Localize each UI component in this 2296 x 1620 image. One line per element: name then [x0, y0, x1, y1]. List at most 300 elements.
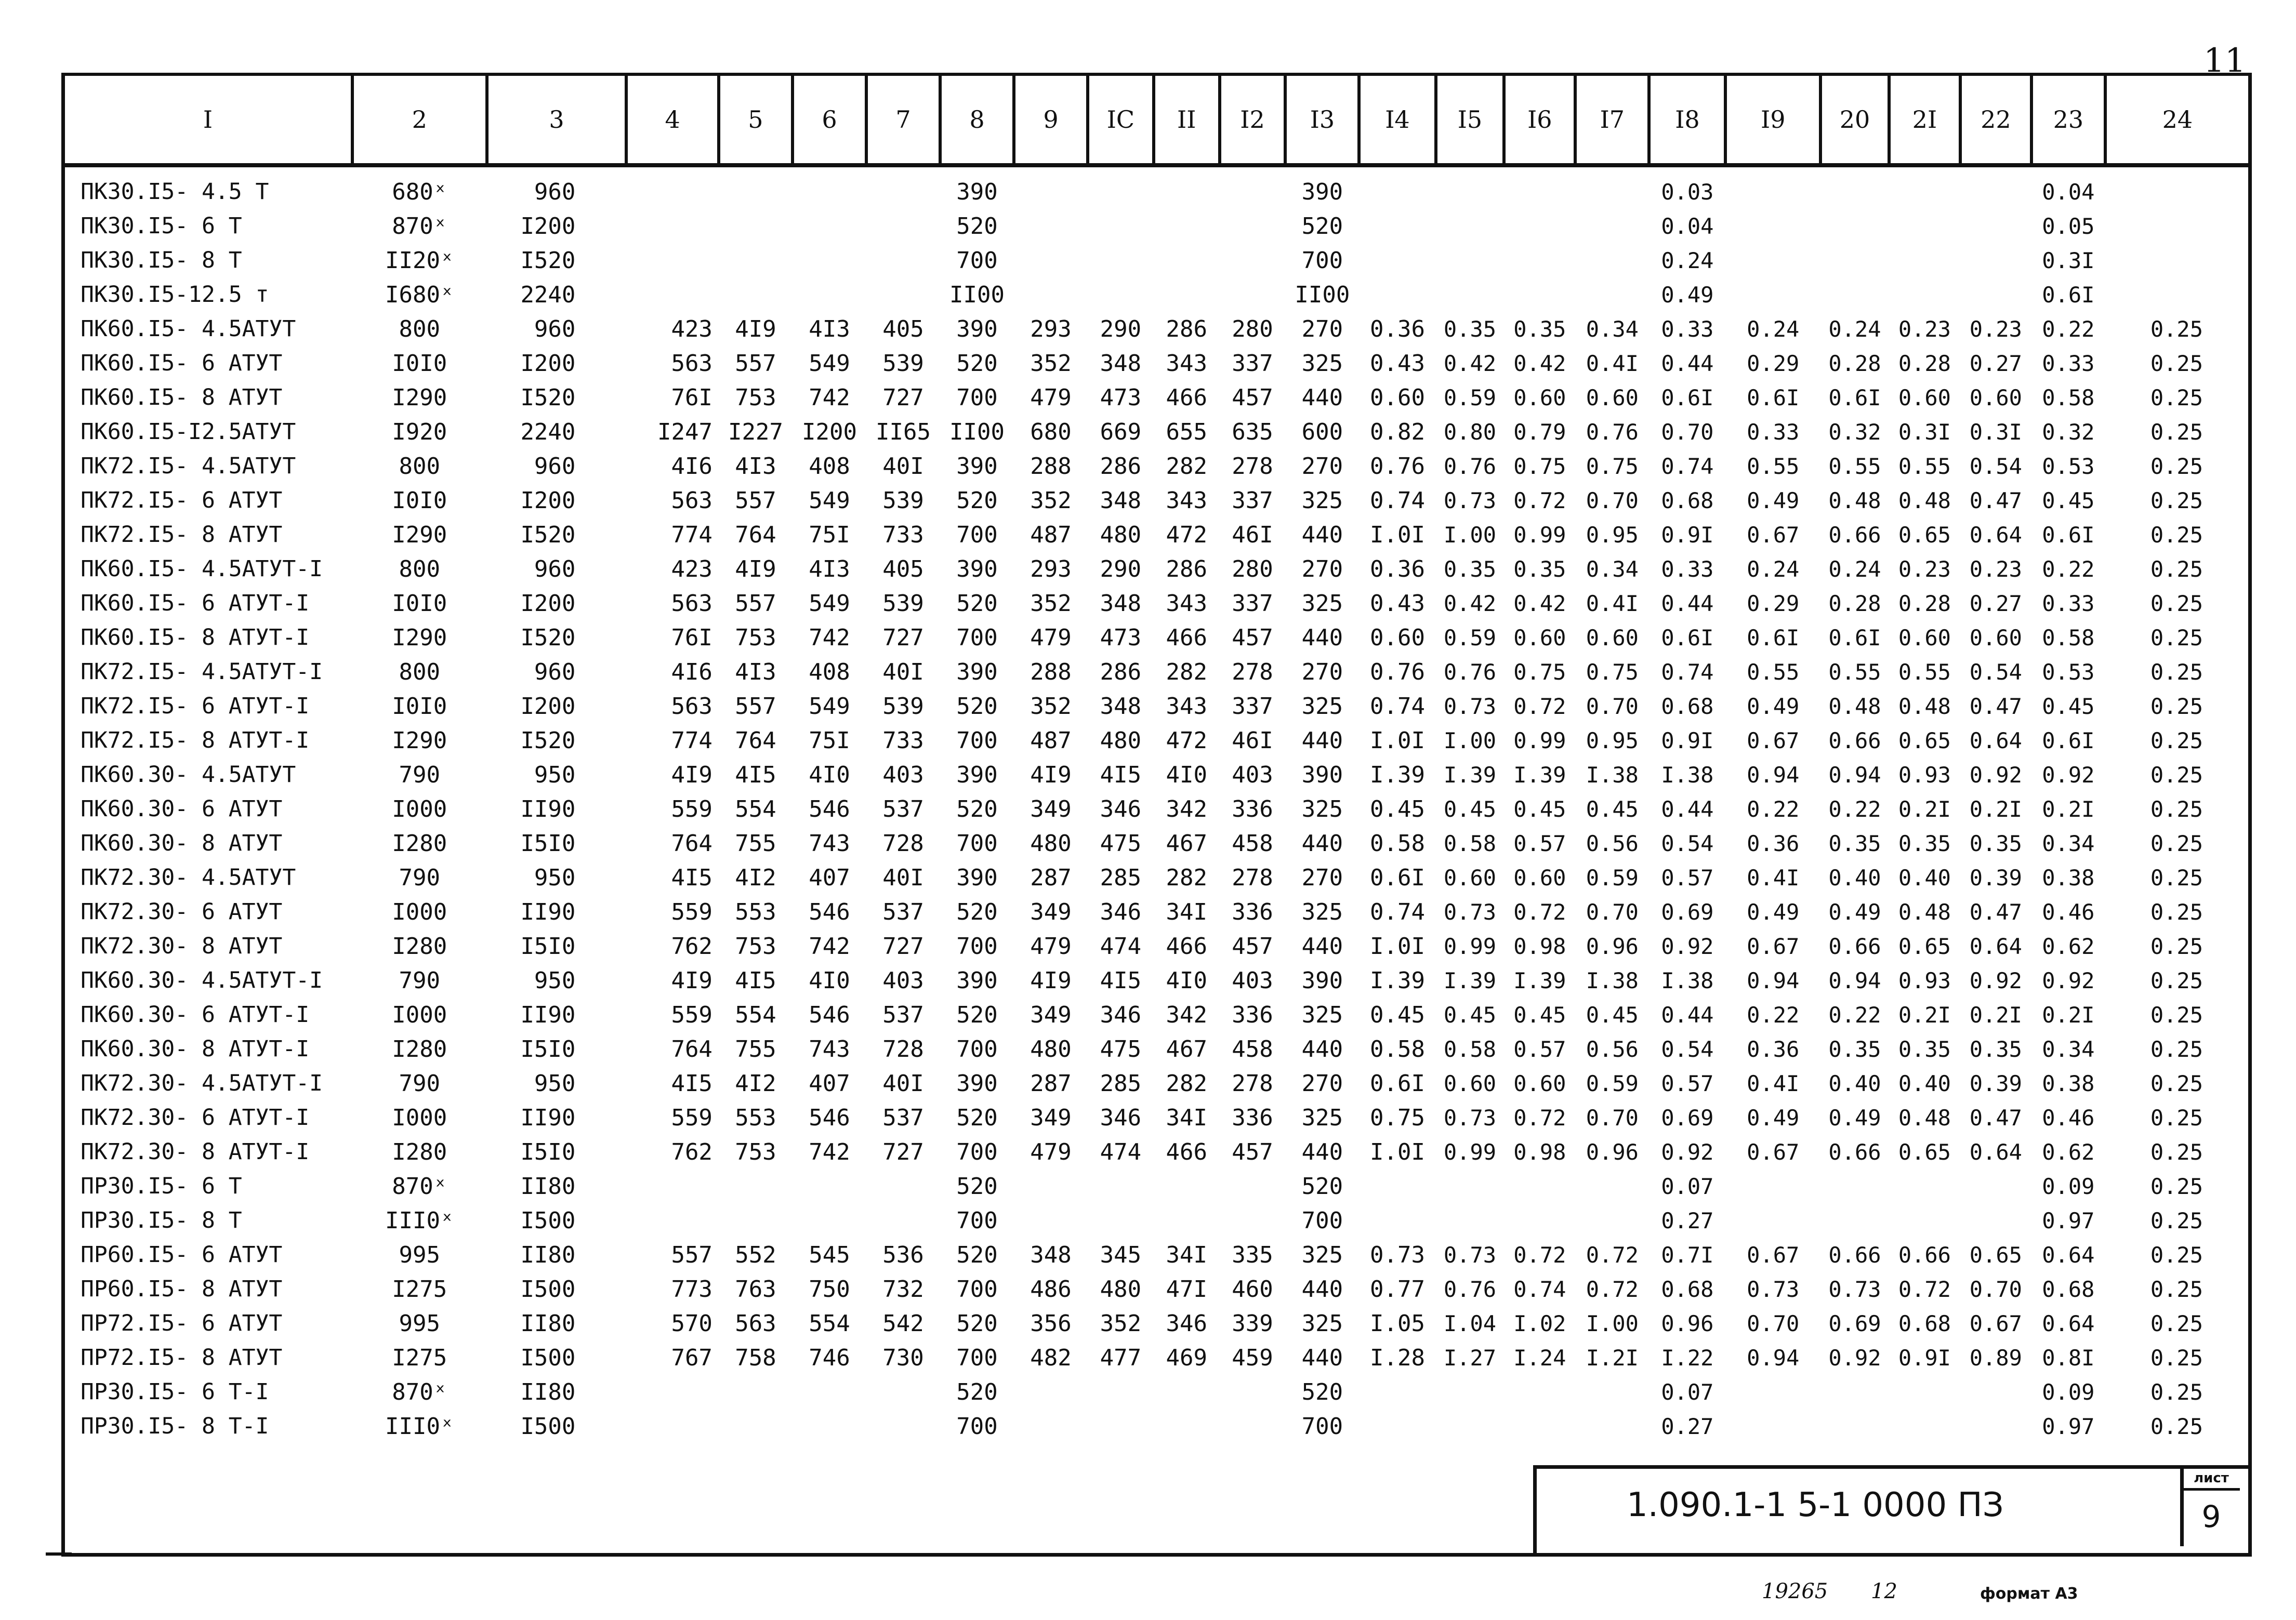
value-cell — [1725, 209, 1820, 243]
value-cell: 0.35 — [1828, 1036, 1881, 1062]
value-cell: 0.94 — [1747, 762, 1800, 788]
value-cell: 0.32 — [2042, 419, 2095, 445]
value-cell: 960 — [534, 658, 576, 685]
value-cell: 0.99 — [1443, 933, 1497, 959]
value-cell: 537 — [882, 795, 924, 822]
value-cell: 343 — [1166, 693, 1207, 720]
value-cell: 0.93 — [1898, 967, 1951, 993]
value-cell: 4I3 — [809, 315, 850, 342]
value-cell — [866, 209, 940, 243]
value-cell: 0.29 — [1747, 350, 1800, 376]
value-cell: 742 — [809, 624, 850, 651]
value-cell: 546 — [809, 898, 850, 925]
value-cell: 403 — [1232, 967, 1273, 994]
value-cell: I000 — [392, 1104, 447, 1131]
column-header: I5 — [1436, 76, 1505, 165]
value-cell: 4I2 — [735, 1070, 776, 1097]
value-cell: 800 — [399, 453, 440, 480]
value-cell: 0.43 — [1369, 590, 1425, 617]
value-cell — [626, 1409, 719, 1443]
value-cell: 0.68 — [1898, 1310, 1951, 1336]
value-cell: 0.64 — [1969, 727, 2022, 753]
value-cell: 0.48 — [1898, 899, 1951, 925]
value-cell: 727 — [882, 933, 924, 960]
value-cell: 0.66 — [1828, 522, 1881, 548]
value-cell: 352 — [1100, 1310, 1142, 1337]
value-cell: 0.57 — [1513, 1036, 1566, 1062]
value-cell: 0.70 — [1661, 419, 1714, 445]
value-cell: 727 — [882, 624, 924, 651]
value-cell: 0.70 — [1586, 1105, 1639, 1131]
value-cell: 0.6I — [2042, 282, 2095, 308]
value-cell: 286 — [1166, 315, 1207, 342]
value-cell: 348 — [1030, 1241, 1072, 1268]
value-cell — [719, 165, 793, 209]
value-cell: 472 — [1166, 727, 1207, 754]
value-cell: I275 — [392, 1276, 447, 1303]
value-cell: 0.47 — [1969, 899, 2022, 925]
value-cell: 746 — [809, 1344, 850, 1371]
value-cell — [1359, 1375, 1435, 1409]
value-cell: I500 — [520, 1276, 576, 1303]
value-cell: 549 — [809, 590, 850, 617]
item-mark-cell: ПК72.30- 4.5АТУТ — [81, 865, 296, 891]
value-cell: 960 — [534, 555, 576, 582]
value-cell — [1820, 1203, 1889, 1238]
value-cell: 0.33 — [1747, 419, 1800, 445]
value-cell: 950 — [534, 761, 576, 788]
value-cell: 0.96 — [1586, 933, 1639, 959]
value-cell — [1820, 209, 1889, 243]
value-cell: 390 — [1301, 178, 1343, 205]
value-cell: 0.74 — [1661, 659, 1714, 685]
value-cell: 0.67 — [1747, 1139, 1800, 1165]
value-cell: 0.59 — [1586, 1070, 1639, 1096]
value-cell: 4I3 — [735, 658, 776, 685]
value-cell: I5I0 — [520, 1035, 576, 1063]
value-cell: 563 — [671, 350, 712, 377]
value-cell — [866, 243, 940, 277]
value-cell: 0.60 — [1586, 625, 1639, 650]
value-cell: 0.07 — [1661, 1379, 1714, 1405]
value-cell: 0.60 — [1513, 1070, 1566, 1096]
value-cell: 0.35 — [1443, 556, 1497, 582]
value-cell: 466 — [1166, 1138, 1207, 1165]
value-cell: 286 — [1166, 555, 1207, 582]
value-cell: 0.3I — [1898, 419, 1951, 445]
value-cell: 553 — [735, 1104, 776, 1131]
value-cell: 0.68 — [1661, 1276, 1714, 1302]
value-cell: 460 — [1232, 1276, 1273, 1303]
value-cell: 0.48 — [1898, 487, 1951, 513]
value-cell: 0.29 — [1747, 590, 1800, 616]
value-cell — [1220, 243, 1286, 277]
value-cell: 0.25 — [2150, 727, 2203, 753]
value-cell: I.0I — [1369, 521, 1425, 548]
value-cell: 742 — [809, 1138, 850, 1165]
value-cell: 0.25 — [2150, 899, 2203, 925]
value-cell: 0.67 — [1747, 522, 1800, 548]
column-header: 8 — [940, 76, 1014, 165]
item-mark-cell: ПР30.I5- 8 Т — [81, 1207, 242, 1233]
value-cell: 482 — [1030, 1344, 1072, 1371]
value-cell — [626, 243, 719, 277]
value-cell — [1088, 277, 1154, 312]
value-cell: III0ˣ — [385, 1413, 454, 1440]
value-cell: 700 — [956, 1138, 998, 1165]
item-mark-cell: ПК72.I5- 6 АТУТ-I — [81, 693, 310, 719]
value-cell: 440 — [1301, 1344, 1343, 1371]
value-cell — [793, 1375, 866, 1409]
value-cell: 0.73 — [1747, 1276, 1800, 1302]
value-cell: 0.34 — [1586, 316, 1639, 342]
value-cell — [1960, 1375, 2031, 1409]
value-cell: 0.64 — [2042, 1310, 2095, 1336]
value-cell: 700 — [956, 1276, 998, 1303]
value-cell: 280 — [1232, 315, 1273, 342]
value-cell: I.39 — [1443, 762, 1497, 788]
value-cell: I000 — [392, 1001, 447, 1028]
value-cell: 4I5 — [735, 761, 776, 788]
value-cell: I520 — [520, 384, 576, 411]
value-cell: 0.69 — [1661, 899, 1714, 925]
value-cell: 0.25 — [2150, 1105, 2203, 1131]
value-cell — [793, 1203, 866, 1238]
table-row — [65, 1032, 2248, 1066]
value-cell: 549 — [809, 350, 850, 377]
value-cell — [1359, 1169, 1435, 1203]
value-cell: 0.4I — [1747, 865, 1800, 891]
value-cell: I500 — [520, 1413, 576, 1440]
value-cell: 0.23 — [1969, 316, 2022, 342]
value-cell — [866, 277, 940, 312]
value-cell: 0.04 — [1661, 213, 1714, 239]
value-cell: 0.75 — [1513, 659, 1566, 685]
value-cell: 4I5 — [671, 864, 712, 891]
value-cell — [1154, 1375, 1220, 1409]
value-cell: 0.73 — [1443, 1242, 1497, 1268]
value-cell: 0.70 — [1586, 693, 1639, 719]
value-cell: 0.28 — [1828, 350, 1881, 376]
value-cell: I.39 — [1443, 967, 1497, 993]
value-cell — [1088, 1375, 1154, 1409]
value-cell: 0.97 — [2042, 1413, 2095, 1439]
value-cell: 742 — [809, 933, 850, 960]
value-cell: 0.23 — [1898, 316, 1951, 342]
column-header: 23 — [2031, 76, 2105, 165]
value-cell: 0.45 — [1513, 1002, 1566, 1028]
value-cell: 790 — [399, 864, 440, 891]
value-cell: 0.70 — [1586, 487, 1639, 513]
value-cell: 960 — [534, 178, 576, 205]
value-cell — [1014, 1203, 1088, 1238]
value-cell: I0I0 — [392, 590, 447, 617]
value-cell: 349 — [1030, 1001, 1072, 1028]
value-cell: 0.27 — [1661, 1207, 1714, 1233]
value-cell: II90 — [520, 898, 576, 925]
value-cell: 2240 — [520, 418, 576, 445]
value-cell: 4I3 — [735, 453, 776, 480]
item-mark-cell: ПК72.30- 8 АТУТ-I — [81, 1139, 310, 1165]
value-cell: 700 — [956, 830, 998, 857]
value-cell: 0.65 — [1898, 933, 1951, 959]
value-cell: 0.25 — [2150, 1207, 2203, 1233]
value-cell: 0.28 — [1898, 590, 1951, 616]
value-cell: 348 — [1100, 590, 1142, 617]
value-cell — [719, 1203, 793, 1238]
value-cell: 774 — [671, 727, 712, 754]
value-cell: 0.6I — [2042, 727, 2095, 753]
value-cell: 546 — [809, 1001, 850, 1028]
value-cell: 0.43 — [1369, 350, 1425, 377]
value-cell: 570 — [671, 1310, 712, 1337]
value-cell: 763 — [735, 1276, 776, 1303]
value-cell: 563 — [671, 693, 712, 720]
value-cell: I290 — [392, 727, 447, 754]
value-cell — [1088, 165, 1154, 209]
value-cell — [1220, 1203, 1286, 1238]
value-cell: 0.64 — [1969, 522, 2022, 548]
value-cell: 4I6 — [671, 658, 712, 685]
column-header: I4 — [1359, 76, 1435, 165]
value-cell: 753 — [735, 933, 776, 960]
value-cell: 750 — [809, 1276, 850, 1303]
table-row — [65, 165, 2248, 209]
value-cell — [1088, 209, 1154, 243]
table-row — [65, 1203, 2248, 1238]
value-cell: 403 — [882, 967, 924, 994]
value-cell: 0.75 — [1586, 659, 1639, 685]
value-cell: II00 — [949, 281, 1005, 308]
item-mark-cell: ПК72.30- 6 АТУТ — [81, 899, 283, 925]
value-cell: 0.2I — [1969, 1002, 2022, 1028]
value-cell: 0.45 — [1586, 796, 1639, 822]
value-cell: 0.6I — [1369, 1070, 1425, 1097]
value-cell: I.00 — [1443, 727, 1497, 753]
value-cell: 0.25 — [2150, 590, 2203, 616]
value-cell: 342 — [1166, 1001, 1207, 1028]
column-header: 9 — [1014, 76, 1088, 165]
value-cell: 0.34 — [1586, 556, 1639, 582]
value-cell: 0.25 — [2150, 556, 2203, 582]
value-cell: II90 — [520, 1001, 576, 1028]
value-cell: 0.69 — [1661, 1105, 1714, 1131]
value-cell — [793, 1409, 866, 1443]
value-cell: 0.25 — [2150, 1345, 2203, 1371]
column-header: I — [65, 76, 352, 165]
value-cell: 390 — [956, 315, 998, 342]
value-cell: 0.74 — [1369, 898, 1425, 925]
value-cell: 0.77 — [1369, 1276, 1425, 1303]
value-cell: 0.39 — [1969, 1070, 2022, 1096]
value-cell: 457 — [1232, 1138, 1273, 1165]
value-cell: 520 — [956, 1310, 998, 1337]
value-cell — [1820, 165, 1889, 209]
value-cell — [1575, 1375, 1649, 1409]
value-cell: 4I0 — [1166, 761, 1207, 788]
value-cell: 764 — [735, 521, 776, 548]
value-cell: 0.45 — [1513, 796, 1566, 822]
column-header: 5 — [719, 76, 793, 165]
value-cell: 0.2I — [1969, 796, 2022, 822]
value-cell: 403 — [1232, 761, 1273, 788]
value-cell: 0.60 — [1513, 865, 1566, 891]
value-cell: 774 — [671, 521, 712, 548]
value-cell — [1359, 1203, 1435, 1238]
value-cell: 423 — [671, 315, 712, 342]
value-cell: 0.60 — [1969, 384, 2022, 410]
value-cell: 0.73 — [1443, 899, 1497, 925]
value-cell — [1359, 1409, 1435, 1443]
value-cell: 0.25 — [2150, 453, 2203, 479]
column-header: 3 — [487, 76, 627, 165]
value-cell: 0.55 — [1828, 453, 1881, 479]
value-cell: 0.75 — [1586, 453, 1639, 479]
value-cell — [626, 277, 719, 312]
value-cell: 0.58 — [1443, 830, 1497, 856]
value-cell: 288 — [1030, 658, 1072, 685]
value-cell: 0.49 — [1747, 1105, 1800, 1131]
value-cell: 600 — [1301, 418, 1343, 445]
value-cell: 466 — [1166, 384, 1207, 411]
document-code: 1.090.1-1 5-1 0000 ПЗ — [1627, 1486, 2004, 1524]
item-mark-cell: ПК60.I5- 6 АТУТ-I — [81, 590, 310, 616]
column-header: 24 — [2105, 76, 2248, 165]
value-cell: 76I — [671, 624, 712, 651]
value-cell: 0.49 — [1747, 693, 1800, 719]
value-cell: 0.73 — [1443, 693, 1497, 719]
value-cell: 727 — [882, 1138, 924, 1165]
value-cell: I.39 — [1513, 967, 1566, 993]
value-cell: 0.96 — [1661, 1310, 1714, 1336]
value-cell: 0.94 — [1828, 967, 1881, 993]
value-cell: 0.9I — [1661, 522, 1714, 548]
value-cell: 0.60 — [1898, 384, 1951, 410]
value-cell: 34I — [1166, 898, 1207, 925]
value-cell: I.27 — [1443, 1345, 1497, 1371]
value-cell: 0.6I — [1747, 384, 1800, 410]
value-cell — [1154, 277, 1220, 312]
value-cell: 0.46 — [2042, 1105, 2095, 1131]
value-cell: 0.49 — [1828, 899, 1881, 925]
value-cell: 0.33 — [2042, 350, 2095, 376]
value-cell: 0.25 — [2150, 1242, 2203, 1268]
value-cell: 743 — [809, 1035, 850, 1063]
value-cell: 46I — [1232, 727, 1273, 754]
value-cell — [1504, 1169, 1575, 1203]
value-cell: 287 — [1030, 864, 1072, 891]
value-cell: 0.64 — [1969, 933, 2022, 959]
value-cell: 0.42 — [1443, 350, 1497, 376]
value-cell — [1359, 165, 1435, 209]
value-cell: 559 — [671, 1104, 712, 1131]
value-cell: 520 — [956, 1104, 998, 1131]
value-cell: 349 — [1030, 795, 1072, 822]
value-cell: 0.59 — [1443, 625, 1497, 650]
value-cell: 336 — [1232, 1001, 1273, 1028]
value-cell: 0.60 — [1443, 865, 1497, 891]
value-cell: 325 — [1301, 487, 1343, 514]
value-cell: 0.72 — [1513, 1105, 1566, 1131]
value-cell: 0.96 — [1586, 1139, 1639, 1165]
value-cell: I280 — [392, 1138, 447, 1165]
value-cell — [1359, 277, 1435, 312]
value-cell: 0.82 — [1369, 418, 1425, 445]
value-cell: 0.45 — [1369, 1001, 1425, 1028]
value-cell: 4I3 — [809, 555, 850, 582]
value-cell: 352 — [1030, 693, 1072, 720]
value-cell: 0.53 — [2042, 453, 2095, 479]
value-cell: 0.56 — [1586, 1036, 1639, 1062]
value-cell: 0.09 — [2042, 1173, 2095, 1199]
value-cell: 0.35 — [1443, 316, 1497, 342]
value-cell: II00 — [949, 418, 1005, 445]
value-cell: 552 — [735, 1241, 776, 1268]
value-cell: 0.76 — [1369, 658, 1425, 685]
value-cell: 0.04 — [2042, 179, 2095, 205]
value-cell — [1088, 1169, 1154, 1203]
value-cell: 563 — [671, 487, 712, 514]
value-cell — [1436, 1375, 1505, 1409]
value-cell: 0.03 — [1661, 179, 1714, 205]
value-cell: 4I9 — [1030, 761, 1072, 788]
value-cell: I0I0 — [392, 350, 447, 377]
value-cell: 0.74 — [1369, 487, 1425, 514]
value-cell: 0.55 — [1898, 659, 1951, 685]
value-cell: 0.25 — [2150, 522, 2203, 548]
value-cell: 473 — [1100, 384, 1142, 411]
value-cell: 0.92 — [1828, 1345, 1881, 1371]
value-cell — [1088, 243, 1154, 277]
value-cell: 0.9I — [1661, 727, 1714, 753]
value-cell: 0.44 — [1661, 350, 1714, 376]
value-cell: 0.55 — [1747, 453, 1800, 479]
value-cell: II90 — [520, 795, 576, 822]
value-cell: 0.4I — [1586, 350, 1639, 376]
value-cell: I.05 — [1369, 1310, 1425, 1337]
value-cell: 700 — [956, 1035, 998, 1063]
item-mark-cell: ПК60.30- 6 АТУТ — [81, 796, 283, 822]
value-cell: 336 — [1232, 898, 1273, 925]
value-cell — [626, 1203, 719, 1238]
value-cell: 0.69 — [1828, 1310, 1881, 1336]
value-cell: 4I9 — [671, 967, 712, 994]
value-cell — [1014, 277, 1088, 312]
value-cell: 474 — [1100, 1138, 1142, 1165]
value-cell: 790 — [399, 1070, 440, 1097]
value-cell: 440 — [1301, 624, 1343, 651]
value-cell: 0.58 — [2042, 625, 2095, 650]
value-cell: 542 — [882, 1310, 924, 1337]
value-cell: II80 — [520, 1173, 576, 1200]
value-cell: 0.35 — [1898, 1036, 1951, 1062]
value-cell — [866, 1375, 940, 1409]
value-cell: I5I0 — [520, 830, 576, 857]
value-cell — [1889, 277, 1960, 312]
table-row — [65, 312, 2248, 346]
value-cell — [719, 1409, 793, 1443]
value-cell — [866, 165, 940, 209]
value-cell: 0.39 — [1969, 865, 2022, 891]
value-cell: 700 — [956, 247, 998, 274]
item-mark-cell: ПК60.I5- 4.5АТУТ — [81, 316, 296, 342]
value-cell: 458 — [1232, 830, 1273, 857]
value-cell: 325 — [1301, 693, 1343, 720]
value-cell — [866, 1409, 940, 1443]
value-cell: 0.40 — [1898, 865, 1951, 891]
table-row — [65, 929, 2248, 963]
value-cell: 0.62 — [2042, 933, 2095, 959]
